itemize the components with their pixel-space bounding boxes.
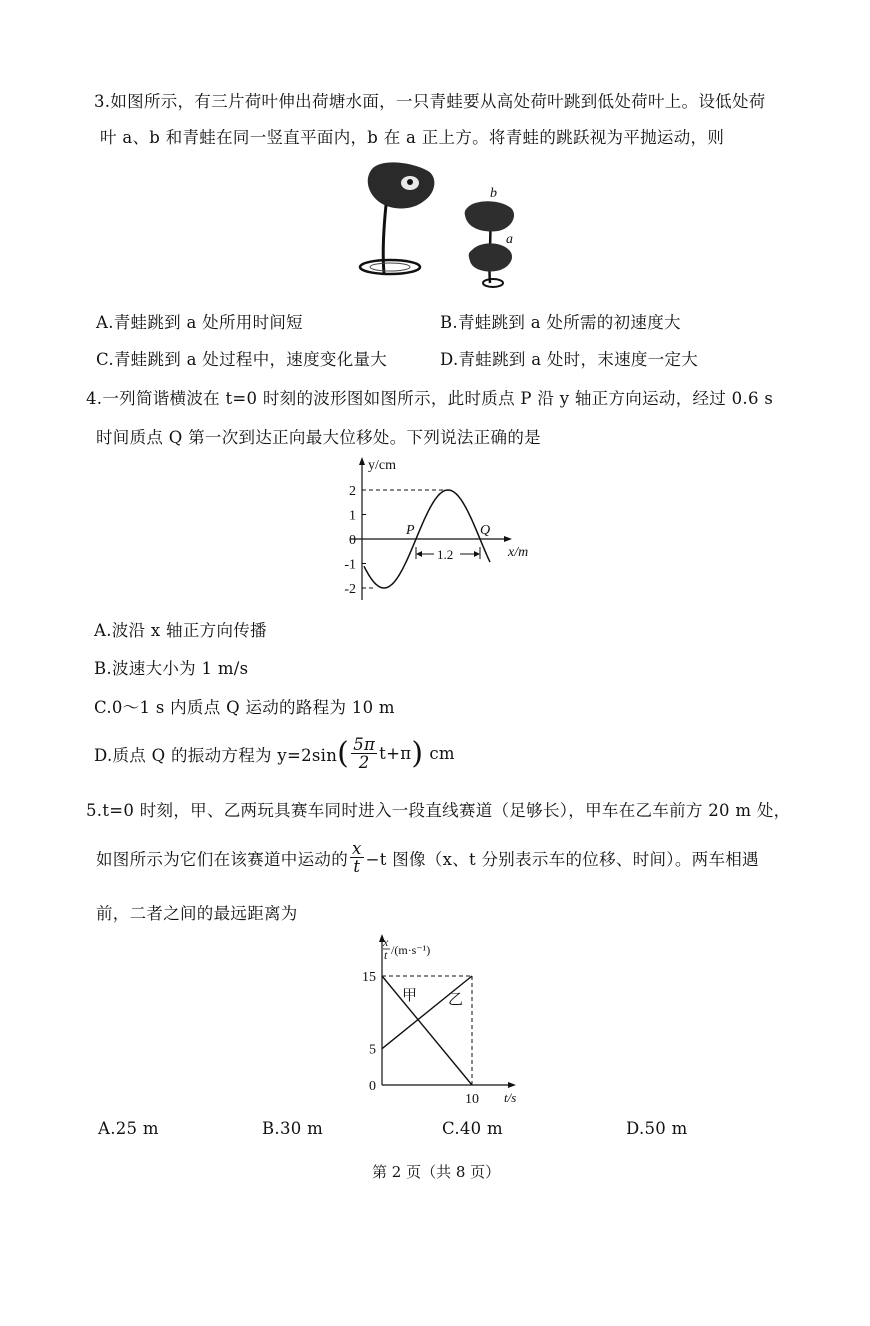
xt-y-tick: 5 bbox=[369, 1042, 376, 1058]
q3-option-a: A.青蛙跳到 a 处所用时间短 bbox=[96, 313, 303, 332]
q5-frac-num: x bbox=[352, 839, 362, 858]
q4-option-d-prefix: D.质点 Q 的振动方程为 y=2sin bbox=[94, 745, 338, 765]
q5-option-d: D.50 m bbox=[626, 1119, 688, 1138]
q5-option-b: B.30 m bbox=[262, 1119, 324, 1138]
point-q-label: Q bbox=[480, 523, 491, 538]
q3-option-b: B.青蛙跳到 a 处所需的初速度大 bbox=[440, 313, 681, 332]
xt-y-tick: 0 bbox=[369, 1079, 376, 1094]
wave-y-tick: 2 bbox=[349, 484, 356, 499]
q4-stem-line2: 时间质点 Q 第一次到达正向最大位移处。下列说法正确的是 bbox=[96, 428, 541, 447]
q5-stem-line3: 前，二者之间的最远距离为 bbox=[96, 904, 298, 923]
xt-ylabel-unit: /(m·s⁻¹) bbox=[391, 943, 431, 957]
wave-distance-label: 1.2 bbox=[437, 547, 454, 562]
q4-option-d-unit: cm bbox=[429, 744, 455, 764]
q3-stem-line2: 叶 a、b 和青蛙在同一竖直平面内，b 在 a 正上方。将青蛙的跳跃视为平抛运动，则 bbox=[100, 128, 725, 147]
wave-y-tick: -2 bbox=[344, 582, 356, 597]
wave-y-tick: 0 bbox=[349, 533, 356, 548]
wave-chart bbox=[330, 455, 540, 605]
q3-option-c: C.青蛙跳到 a 处过程中，速度变化量大 bbox=[96, 350, 388, 369]
xt-ylabel-num: x bbox=[383, 935, 389, 949]
q5-frac-den: t bbox=[353, 857, 361, 877]
point-p-label: P bbox=[406, 523, 415, 538]
xt-ylabel-den: t bbox=[384, 948, 388, 962]
wave-xlabel: x/m bbox=[508, 545, 529, 560]
wave-y-tick: 1 bbox=[349, 508, 356, 524]
xt-y-tick: 15 bbox=[362, 970, 376, 985]
high-leaf bbox=[368, 162, 435, 208]
q4-option-d-inner: t+π bbox=[379, 744, 412, 764]
q3-stem-line1: 3.如图所示，有三片荷叶伸出荷塘水面，一只青蛙要从高处荷叶跳到低处荷叶上。设低处荷 bbox=[94, 92, 766, 111]
wave-y-tick: -1 bbox=[344, 557, 356, 573]
q5-stem-fraction bbox=[350, 840, 364, 876]
q5-option-a: A.25 m bbox=[98, 1119, 159, 1138]
q4-option-d-fraction bbox=[351, 736, 377, 772]
label-a: a bbox=[506, 232, 513, 247]
series-yi-line bbox=[382, 976, 472, 1049]
q4-option-d-frac-den: 2 bbox=[358, 753, 370, 773]
q4-option-a: A.波沿 x 轴正方向传播 bbox=[94, 621, 267, 640]
xt-x-tick: 10 bbox=[465, 1092, 479, 1105]
q4-option-d-frac-num: 5π bbox=[353, 735, 376, 754]
xt-chart bbox=[340, 930, 540, 1105]
q4-option-b: B.波速大小为 1 m/s bbox=[94, 659, 249, 678]
xt-xlabel: t/s bbox=[504, 1090, 517, 1105]
q4-option-c: C.0～1 s 内质点 Q 运动的路程为 10 m bbox=[94, 698, 395, 717]
leaf-b bbox=[465, 201, 514, 231]
label-b: b bbox=[490, 186, 497, 201]
q5-stem-line2-b: −t 图像（x、t 分别表示车的位移、时间）。两车相遇 bbox=[365, 849, 759, 869]
q5-stem-line2-a: 如图所示为它们在该赛道中运动的 bbox=[96, 849, 348, 869]
series-jia-label: 甲 bbox=[402, 988, 418, 1004]
q5-stem-line2 bbox=[96, 840, 759, 876]
q4-stem-line1: 4.一列简谐横波在 t=0 时刻的波形图如图所示，此时质点 P 沿 y 轴正方向运动，经过 0.6 s bbox=[86, 389, 774, 408]
q4-option-d: D.质点 Q 的振动方程为 y=2sin ( $\frac{5\pi}{2}$ t+π ) cm bbox=[94, 735, 455, 773]
wave-ylabel: y/cm bbox=[368, 458, 396, 473]
series-yi-label: 乙 bbox=[448, 992, 464, 1008]
q5-option-c: C.40 m bbox=[442, 1119, 503, 1138]
page-footer: 第 2 页（共 8 页） bbox=[372, 1163, 501, 1181]
lotus-leaves-figure bbox=[350, 155, 530, 300]
q3-option-d: D.青蛙跳到 a 处时，末速度一定大 bbox=[440, 350, 699, 369]
leaf-a bbox=[469, 243, 512, 271]
q5-stem-line1: 5.t=0 时刻，甲、乙两玩具赛车同时进入一段直线赛道（足够长），甲车在乙车前方 20 m 处， bbox=[86, 801, 791, 820]
